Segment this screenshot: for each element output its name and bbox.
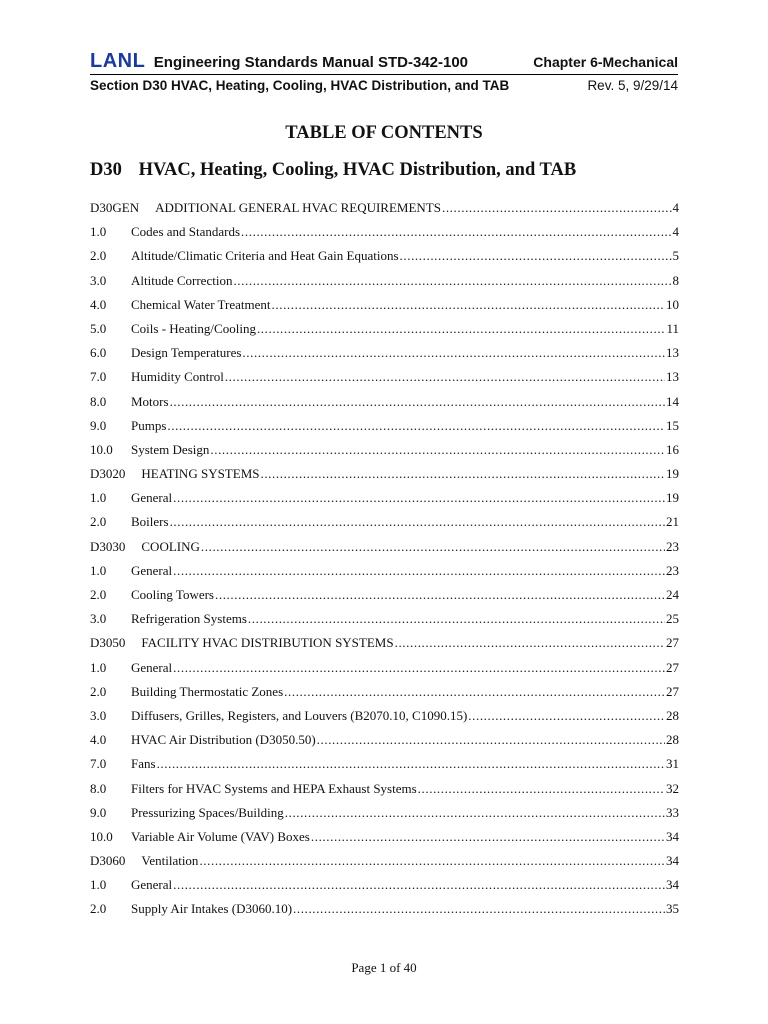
toc-entry-number: 3.0 [90,611,107,627]
toc-dot-leader [173,876,665,894]
section-title: Section D30 HVAC, Heating, Cooling, HVAC Distribution, and TAB [90,78,510,93]
toc-dot-leader [173,562,665,580]
toc-dot-leader [311,828,665,846]
toc-entry-label: Building Thermostatic Zones [131,683,284,699]
toc-entry-number: 1.0 [90,490,107,506]
toc-entry-page: 32 [666,780,679,796]
toc-dot-leader [199,852,665,870]
page-header [90,50,678,74]
toc-entry-page: 34 [666,877,679,893]
toc-entry-page: 33 [666,804,679,820]
manual-title: Engineering Standards Manual STD-342-100 [153,54,469,71]
toc-entry-label: Ventilation [141,853,199,869]
toc-entry-number: 1.0 [90,659,107,675]
toc-entry-number: 1.0 [90,224,107,240]
toc-entry-label: Supply Air Intakes (D3060.10) [131,901,293,917]
toc-entry[interactable] [90,272,679,296]
toc-entry[interactable] [90,852,679,876]
toc-entry-number: 3.0 [90,707,107,723]
toc-entry-number: 3.0 [90,272,107,288]
toc-entry-number: 8.0 [90,780,107,796]
toc-dot-leader [272,296,665,314]
toc-entry[interactable] [90,828,679,852]
toc-dot-leader [225,368,665,386]
toc-entry-page: 10 [666,296,679,312]
toc-list [90,199,679,925]
document-title-text: HVAC, Heating, Cooling, HVAC Distribution, and TAB [138,160,577,180]
toc-entry-number: 7.0 [90,369,107,385]
toc-entry-page: 13 [666,369,679,385]
toc-entry-number: 10.0 [90,828,113,844]
toc-entry-page: 34 [666,828,679,844]
toc-entry-label: General [131,490,173,506]
toc-entry[interactable] [90,441,679,465]
toc-entry-label: FACILITY HVAC DISTRIBUTION SYSTEMS [141,635,394,651]
page-subheader [90,78,678,96]
toc-entry-label: Coils - Heating/Cooling [131,320,256,336]
toc-dot-leader [284,683,665,701]
toc-entry-page: 15 [666,417,679,433]
toc-entry-label: Chemical Water Treatment [131,296,271,312]
header-rule [90,74,678,75]
toc-entry-number: 8.0 [90,393,107,409]
toc-entry[interactable] [90,465,679,489]
toc-dot-leader [248,610,665,628]
toc-entry-page: 28 [666,732,679,748]
toc-entry-page: 5 [672,248,679,264]
toc-entry-number: 9.0 [90,804,107,820]
toc-dot-leader [210,441,665,459]
toc-entry[interactable] [90,586,679,610]
toc-dot-leader [215,586,665,604]
toc-entry[interactable] [90,804,679,828]
toc-entry-label: COOLING [141,538,200,554]
toc-entry-number: 2.0 [90,587,107,602]
toc-dot-leader [173,489,665,507]
toc-dot-leader [201,538,665,556]
toc-entry-page: 14 [666,393,679,409]
toc-entry-label: System Design [131,441,210,457]
toc-entry[interactable] [90,344,679,368]
toc-entry-page: 34 [666,853,679,869]
toc-entry-page: 13 [666,345,679,361]
toc-entry-page: 19 [666,490,679,506]
toc-entry[interactable] [90,320,679,344]
document-code: D30 [90,160,122,180]
toc-dot-leader [442,199,672,217]
toc-entry-number: 1.0 [90,877,107,893]
toc-entry-label: Altitude/Climatic Criteria and Heat Gain Equations [131,248,399,264]
toc-dot-leader [260,465,665,483]
toc-entry-page: 31 [666,756,679,772]
toc-entry-number: D3060 [90,853,126,869]
toc-entry-page: 4 [672,200,679,215]
toc-dot-leader [418,780,665,798]
page-footer: Page 1 of 40 [351,960,417,975]
toc-entry[interactable] [90,707,679,731]
toc-dot-leader [157,755,665,773]
toc-entry-label: Boilers [131,514,169,530]
toc-entry-number: D3020 [90,466,126,482]
toc-entry[interactable] [90,296,679,320]
toc-entry-label: Filters for HVAC Systems and HEPA Exhaust Systems [131,780,417,796]
toc-entry[interactable] [90,900,679,924]
toc-entry-label: HVAC Air Distribution (D3050.50) [131,732,316,748]
toc-dot-leader [173,659,665,677]
toc-entry-page: 4 [672,224,679,240]
toc-entry-label: Diffusers, Grilles, Registers, and Louvers (B2070.10, C1090.15) [131,707,468,723]
toc-entry-page: 27 [666,683,679,699]
toc-entry-page: 27 [666,659,679,675]
toc-dot-leader [241,223,671,241]
toc-entry-page: 11 [666,320,679,336]
toc-entry-label: ADDITIONAL GENERAL HVAC REQUIREMENTS [155,200,441,215]
toc-entry-label: Pressurizing Spaces/Building [131,804,284,820]
toc-entry-label: Pumps [131,417,167,433]
toc-entry[interactable] [90,247,679,271]
toc-heading: TABLE OF CONTENTS [285,123,483,143]
toc-entry-number: 4.0 [90,296,107,312]
toc-entry[interactable] [90,562,679,586]
toc-entry-number: 2.0 [90,683,107,699]
toc-entry-page: 27 [666,635,679,651]
toc-entry-label: General [131,877,173,893]
toc-entry-number: 2.0 [90,248,107,264]
toc-entry-number: 4.0 [90,732,107,748]
toc-entry[interactable] [90,610,679,634]
toc-entry-label: Design Temperatures [131,345,242,361]
toc-entry-page: 23 [666,538,679,554]
toc-entry[interactable] [90,538,679,562]
toc-entry[interactable] [90,731,679,755]
toc-entry[interactable] [90,634,679,658]
lanl-logo: LANL [90,50,146,72]
toc-dot-leader [170,393,665,411]
toc-entry-label: Cooling Towers [131,587,214,602]
toc-dot-leader [167,417,665,435]
toc-entry-label: Refrigeration Systems [131,611,247,627]
toc-dot-leader [468,707,665,725]
toc-entry-label: Motors [131,393,169,409]
toc-dot-leader [170,513,665,531]
toc-entry-number: 9.0 [90,417,107,433]
toc-entry-number: D30GEN [90,200,140,215]
toc-entry-label: General [131,659,173,675]
toc-dot-leader [293,900,665,918]
toc-entry[interactable] [90,513,679,537]
toc-entry-page: 8 [672,272,679,288]
toc-dot-leader [395,634,665,652]
toc-entry[interactable] [90,876,679,900]
toc-entry-number: 10.0 [90,441,113,457]
toc-entry-label: Altitude Correction [131,272,233,288]
toc-entry-page: 25 [666,611,679,627]
toc-entry-number: 1.0 [90,562,107,578]
toc-entry-number: 6.0 [90,345,107,361]
toc-entry-label: Humidity Control [131,369,224,385]
toc-dot-leader [285,804,665,822]
toc-entry-label: Variable Air Volume (VAV) Boxes [131,828,310,844]
toc-entry[interactable] [90,683,679,707]
toc-dot-leader [257,320,666,338]
toc-entry-page: 16 [666,441,679,457]
toc-entry[interactable] [90,659,679,683]
toc-entry-page: 24 [666,587,679,602]
toc-entry-label: HEATING SYSTEMS [141,466,260,482]
toc-entry-page: 23 [666,562,679,578]
toc-entry[interactable] [90,780,679,804]
toc-dot-leader [317,731,665,749]
toc-entry[interactable] [90,223,679,247]
toc-entry-number: 2.0 [90,514,107,530]
toc-entry-label: General [131,562,173,578]
toc-entry[interactable] [90,199,679,223]
toc-entry-number: 5.0 [90,320,107,336]
toc-entry-number: D3050 [90,635,126,651]
toc-entry-page: 28 [666,707,679,723]
toc-entry[interactable] [90,393,679,417]
toc-dot-leader [242,344,665,362]
toc-entry-page: 19 [666,466,679,482]
toc-entry-page: 21 [666,514,679,530]
toc-entry-label: Codes and Standards [131,224,241,240]
toc-entry[interactable] [90,417,679,441]
toc-entry-number: 7.0 [90,756,107,772]
toc-dot-leader [400,247,672,265]
toc-entry[interactable] [90,368,679,392]
toc-entry-page: 35 [666,901,679,917]
toc-entry[interactable] [90,755,679,779]
document-title [90,160,688,181]
toc-entry[interactable] [90,489,679,513]
toc-entry-label: Fans [131,756,156,772]
chapter-label: Chapter 6-Mechanical [533,54,678,70]
toc-entry-number: 2.0 [90,901,107,917]
toc-entry-number: D3030 [90,538,126,554]
revision-label: Rev. 5, 9/29/14 [587,78,678,93]
toc-dot-leader [233,272,671,290]
